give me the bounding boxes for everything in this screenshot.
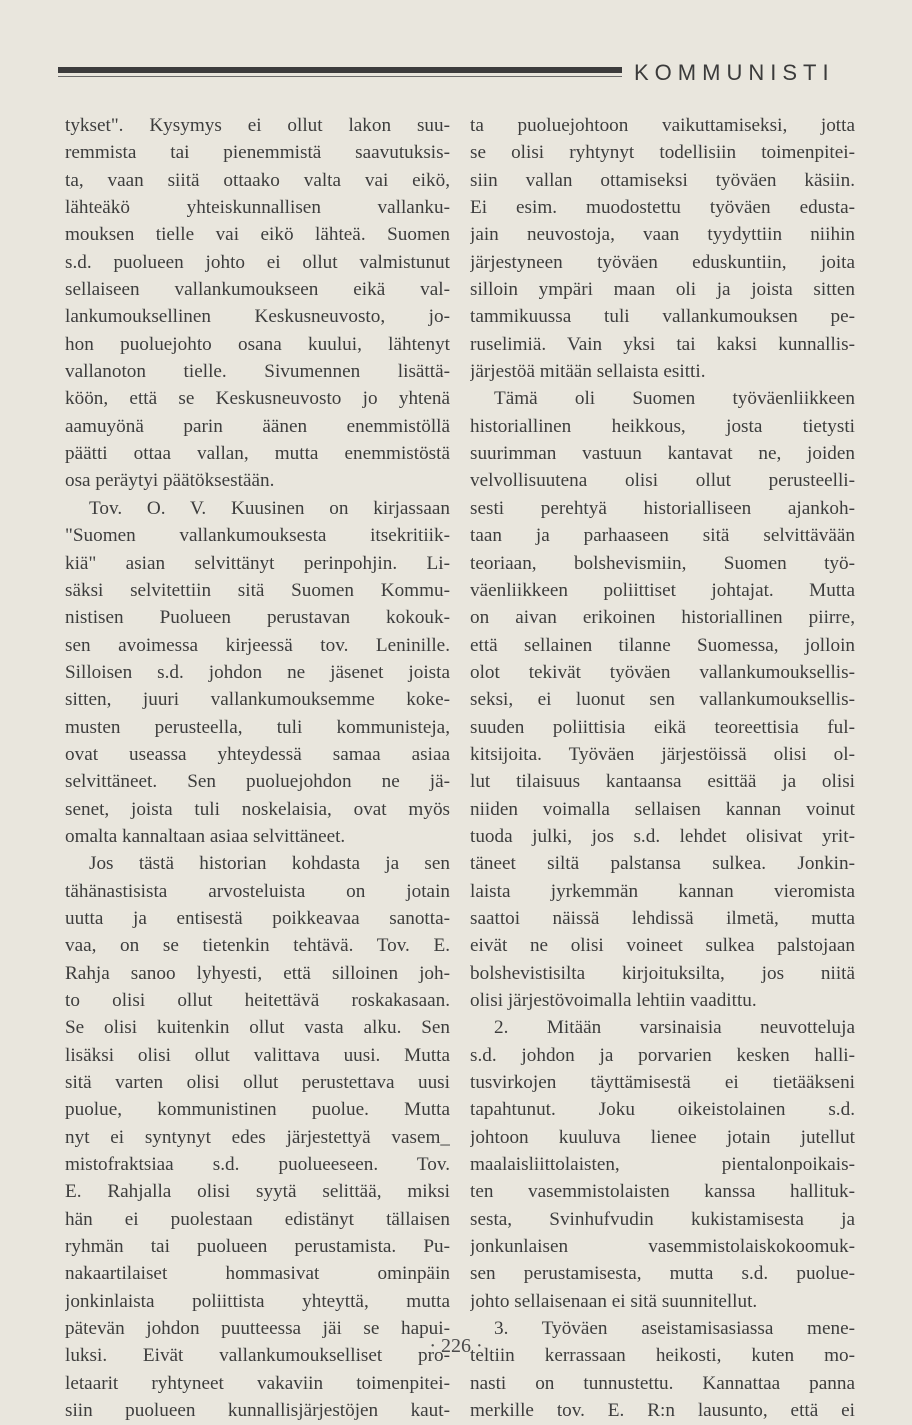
header-rule-thin	[58, 76, 622, 77]
text-line: taan ja parhaaseen sitä selvittävään	[470, 525, 855, 547]
text-line: köön, että se Keskusneuvosto jo yhtenä	[65, 388, 450, 410]
text-line: ruselimiä. Vain yksi tai kaksi kunnallis-	[470, 333, 855, 355]
text-line: tapahtunut. Joku oikeistolainen s.d.	[470, 1099, 855, 1121]
text-line: järjestyneen työväen eduskuntiin, joita	[470, 251, 855, 273]
text-line: Se olisi kuitenkin ollut vasta alku. Sen	[65, 1017, 450, 1039]
text-line: suurimman vastuun kantavat ne, joiden	[470, 443, 855, 465]
text-line: ten vasemmistolaisten kanssa hallituk-	[470, 1181, 855, 1203]
text-line: laista jyrkemmän kannan vieromista	[470, 880, 855, 902]
text-line: teoriaan, bolshevismiin, Suomen työ-	[470, 552, 855, 574]
text-line: olisi järjestövoimalla lehtiin vaadittu.	[470, 990, 757, 1011]
text-line: täneet siltä palstansa sulkea. Jonkin-	[470, 853, 855, 875]
text-line: johto sellaisenaan ei sitä suunnitellut.	[470, 1290, 758, 1312]
text-line: Ei esim. muodostettu työväen edusta-	[470, 197, 855, 219]
text-line: uutta ja entisestä poikkeavaa sanotta-	[65, 907, 450, 929]
text-line: kitsijoita. Työväen järjestöissä olisi ol-	[470, 743, 855, 765]
text-line: tammikuussa tuli vallankumouksen pe-	[470, 306, 855, 328]
text-line: selvittäneet. Sen puoluejohdon ne jä-	[65, 771, 450, 793]
text-line: hon puoluejohto osana kuului, lähtenyt	[65, 333, 450, 355]
text-line: sesti perehtyä historialliseen ajankoh-	[470, 497, 855, 519]
text-line: se olisi ryhtynyt todellisiin toimenpitei-	[470, 142, 855, 164]
text-line: vaa, on se tietenkin tehtävä. Tov. E.	[65, 935, 450, 957]
text-line: lut tilaisuus kantaansa esittää ja olisi	[470, 771, 855, 793]
text-line: saattoi näissä lehdissä ilmetä, mutta	[470, 907, 855, 929]
text-line: ovat useassa yhteydessä samaa asiaa	[65, 743, 450, 765]
text-line: teltiin kerrassaan heikosti, kuten mo-	[470, 1345, 855, 1367]
text-line: nyt ei syntynyt edes järjestettyä vasem_	[65, 1126, 450, 1148]
text-line: Jos tästä historian kohdasta ja sen	[89, 853, 450, 875]
text-line: sitten, juuri vallankumouksemme koke-	[65, 689, 450, 711]
text-line: omalta kannaltaan asiaa selvittäneet.	[65, 825, 346, 847]
text-line: senet, joista tuli noskelaisia, ovat myös	[65, 798, 450, 820]
text-line: tusvirkojen täyttämisestä ei tietääkseni	[470, 1072, 855, 1094]
text-line: lähteäkö yhteiskunnallisen vallanku-	[65, 197, 450, 219]
text-line: siin vallan ottamiseksi työväen käsiin.	[470, 169, 855, 191]
text-line: puolue, kommunistinen puolue. Mutta	[65, 1099, 450, 1121]
text-line: päätti ottaa vallan, mutta enemmistöstä	[65, 443, 450, 465]
text-line: maalaisliittolaisten, pientalonpoikais-	[470, 1154, 855, 1176]
text-line: sen perustamisesta, mutta s.d. puolue-	[470, 1263, 855, 1285]
text-line: E. Rahjalla olisi syytä selittää, miksi	[65, 1181, 450, 1203]
left-column	[65, 112, 450, 1425]
text-line: ta, vaan siitä ottaako valta vai eikö,	[65, 169, 450, 191]
text-line: lisäksi olisi ollut valittava uusi. Mutta	[65, 1044, 450, 1066]
text-line: sen avoimessa kirjeessä tov. Leninille.	[65, 634, 450, 656]
text-line: ryhmän tai puolueen perustamista. Pu-	[65, 1236, 450, 1258]
text-line: s.d. puolueen johto ei ollut valmistunut	[65, 251, 450, 273]
text-line: merkille tov. E. R:n lausunto, että ei	[470, 1400, 855, 1422]
text-line: bolshevistisilta kirjoituksilta, jos niitä	[470, 962, 855, 984]
text-line: velvollisuutena olisi ollut perusteelli-	[470, 470, 855, 492]
text-line: Rahja sanoo lyhyesti, että silloinen joh-	[65, 962, 450, 984]
text-line: suuden poliittisia eikä teoreettisia ful-	[470, 716, 855, 738]
text-line: jain neuvostoja, vaan tyydyttiin niihin	[470, 224, 855, 246]
text-line: "Suomen vallankumouksesta itsekritiik-	[65, 525, 450, 547]
text-line: väenliikkeen poliittiset johtajat. Mutta	[470, 579, 855, 601]
text-line: että sellainen tilanne Suomessa, jolloin	[470, 634, 855, 656]
text-line: niiden voimalla sellaisen kannan voinut	[470, 798, 855, 820]
text-line: sitä varten olisi ollut perustettava uusi	[65, 1072, 450, 1094]
text-line: osa peräytyi päätöksestään.	[65, 470, 275, 492]
text-line: nistisen Puolueen perustavan kokouk-	[65, 607, 450, 629]
text-line: seksi, ei luonut sen vallankumouksellis-	[470, 689, 855, 711]
text-line: nakaartilaiset hommasivat ominpäin	[65, 1263, 450, 1285]
text-line: Tov. O. V. Kuusinen on kirjassaan	[89, 497, 450, 519]
text-line: jonkinlaista poliittista yhteyttä, mutta	[65, 1290, 450, 1312]
text-line: 2. Mitään varsinaisia neuvotteluja	[494, 1017, 855, 1039]
text-line: s.d. johdon ja porvarien kesken halli-	[470, 1044, 855, 1066]
text-line: silloin ympäri maan oli ja joista sitten	[470, 279, 855, 301]
text-line: sesta, Svinhufvudin kukistamisesta ja	[470, 1208, 855, 1230]
text-line: pätevän johdon puutteessa jäi se hapui-	[65, 1318, 450, 1340]
text-line: on aivan erikoinen historiallinen piirre,	[470, 607, 855, 629]
text-line: siin puolueen kunnallisjärjestöjen kaut-	[65, 1400, 450, 1422]
text-line: tuoda julki, jos s.d. lehdet olisivat yrit-	[470, 825, 855, 847]
text-line: luksi. Eivät vallankumoukselliset pro-	[65, 1345, 450, 1367]
text-line: järjestöä mitään sellaista esitti.	[470, 361, 706, 383]
text-line: kiä" asian selvittänyt perinpohjin. Li-	[65, 552, 450, 574]
text-line: Tämä oli Suomen työväenliikkeen	[494, 388, 855, 410]
text-line: johtoon kuuluva lienee jotain jutellut	[470, 1126, 855, 1148]
text-line: ta puoluejohtoon vaikuttamiseksi, jotta	[470, 115, 855, 136]
text-line: lankumouksellinen Keskusneuvosto, jo-	[65, 306, 450, 328]
header-rule	[58, 67, 622, 73]
text-line: tykset". Kysymys ei ollut lakon suu-	[65, 115, 450, 136]
text-line: aamuyönä parin äänen enemmistöllä	[65, 415, 450, 437]
text-line: historiallinen heikkous, josta tietysti	[470, 415, 855, 437]
text-line: remmista tai pienemmistä saavutuksis-	[65, 142, 450, 164]
text-line: hän ei puolestaan edistänyt tällaisen	[65, 1208, 450, 1230]
text-line: eivät ne olisi voineet sulkea palstojaan	[470, 935, 855, 957]
text-line: tähänastisista arvosteluista on jotain	[65, 880, 450, 902]
text-line: mistofraktsiaa s.d. puolueeseen. Tov.	[65, 1154, 450, 1176]
page-number: · 226 ·	[429, 1335, 483, 1357]
text-line: 3. Työväen aseistamisasiassa mene-	[494, 1318, 855, 1340]
text-line: nasti on tunnustettu. Kannattaa panna	[470, 1372, 855, 1394]
text-line: musten perusteella, tuli kommunisteja,	[65, 716, 450, 738]
right-column	[470, 112, 855, 1425]
running-head: KOMMUNISTI	[634, 60, 835, 85]
text-line: jonkunlaisen vasemmistolaiskokoomuk-	[470, 1236, 855, 1258]
text-line: Silloisen s.d. johdon ne jäsenet joista	[65, 661, 450, 683]
text-line: to olisi ollut heitettävä roskakasaan.	[65, 990, 450, 1011]
text-line: olot tekivät työväen vallankumouksellis-	[470, 661, 855, 683]
text-line: letaarit ryhtyneet vakaviin toimenpitei-	[65, 1372, 450, 1394]
text-line: sellaiseen vallankumoukseen eikä val-	[65, 279, 450, 301]
text-line: mouksen tielle vai eikö lähteä. Suomen	[65, 224, 450, 246]
text-line: vallanoton tielle. Sivumennen lisättä-	[65, 361, 450, 383]
text-line: säksi selvitettiin sitä Suomen Kommu-	[65, 579, 450, 601]
